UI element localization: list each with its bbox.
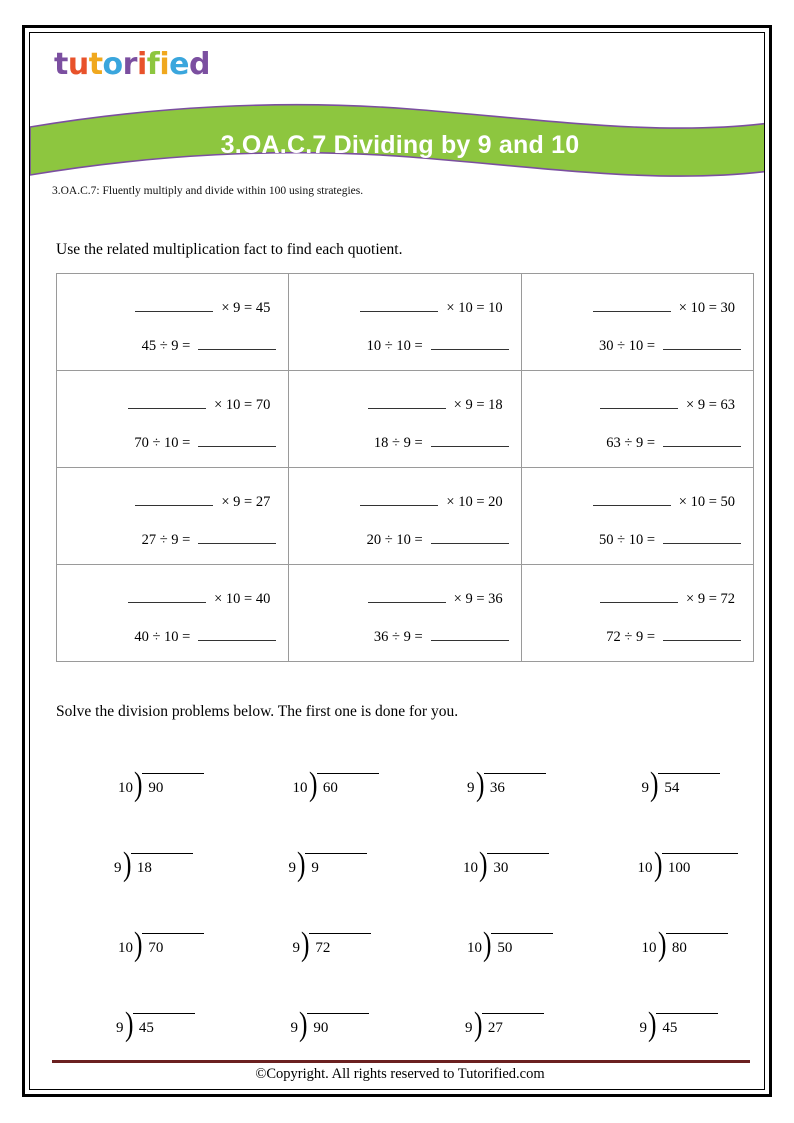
answer-blank-quotient[interactable] <box>431 337 509 350</box>
divisor: 9 <box>292 940 300 956</box>
table-row <box>57 565 754 662</box>
footer-copyright: ©Copyright. All rights reserved to Tutorified.com <box>255 1066 545 1082</box>
long-division-row <box>56 828 754 908</box>
division-expression: 27 ÷ 9 = <box>141 532 191 548</box>
multiplication-expression: × 10 = 30 <box>678 300 735 316</box>
long-division-problem[interactable] <box>56 988 231 1068</box>
multiplication-prompt <box>135 493 270 511</box>
answer-blank-factor[interactable] <box>135 493 213 506</box>
multiplication-prompt <box>128 590 270 608</box>
multiplication-prompt <box>593 299 735 317</box>
divisor: 9 <box>290 1020 298 1036</box>
division-bracket-icon: ) <box>309 770 320 800</box>
multiplication-expression: × 10 = 10 <box>446 300 503 316</box>
division-expression: 70 ÷ 10 = <box>134 435 191 451</box>
dividend: 72 <box>315 940 331 956</box>
table-row <box>57 371 754 468</box>
answer-blank-quotient[interactable] <box>663 628 741 641</box>
fact-cell <box>289 565 521 662</box>
division-bracket-icon: ) <box>301 930 312 960</box>
standard-description: 3.OA.C.7: Fluently multiply and divide within 100 using strategies. <box>52 185 364 197</box>
footer-divider <box>52 1060 750 1063</box>
multiplication-prompt <box>135 299 270 317</box>
multiplication-prompt <box>368 396 503 414</box>
multiplication-expression: × 9 = 18 <box>453 397 503 413</box>
answer-blank-factor[interactable] <box>368 590 446 603</box>
fact-cell <box>521 565 753 662</box>
divisor: 10 <box>641 940 657 956</box>
logo-letter: d <box>188 47 210 82</box>
division-prompt <box>142 337 277 355</box>
tutorified-logo <box>54 47 210 82</box>
multiplication-prompt <box>360 493 502 511</box>
multiplication-prompt <box>368 590 503 608</box>
answer-blank-quotient[interactable] <box>431 628 509 641</box>
dividend: 54 <box>664 780 680 796</box>
long-division-problem[interactable] <box>580 748 755 828</box>
fact-cell <box>521 274 753 371</box>
division-expression: 36 ÷ 9 = <box>373 629 423 645</box>
long-division-problem[interactable] <box>56 748 231 828</box>
long-division-problem[interactable] <box>405 988 580 1068</box>
divisor: 9 <box>288 860 296 876</box>
divisor: 10 <box>118 780 133 796</box>
instructions-part-1: Use the related multiplication fact to find each quotient. <box>56 241 403 258</box>
division-expression: 10 ÷ 10 = <box>366 338 423 354</box>
answer-blank-quotient[interactable] <box>663 337 741 350</box>
division-expression: 20 ÷ 10 = <box>366 532 423 548</box>
dividend: 18 <box>136 860 152 876</box>
division-prompt <box>599 337 741 355</box>
division-prompt <box>134 628 276 646</box>
division-bracket-icon: ) <box>479 850 490 880</box>
long-division-problem[interactable] <box>231 988 406 1068</box>
table-row <box>57 468 754 565</box>
long-division-problem[interactable] <box>56 908 231 988</box>
answer-blank-quotient[interactable] <box>198 628 276 641</box>
fact-cell <box>57 274 289 371</box>
answer-blank-factor[interactable] <box>360 299 438 312</box>
fact-cell <box>289 274 521 371</box>
multiplication-expression: × 10 = 40 <box>214 591 271 607</box>
logo-letter: t <box>54 47 68 82</box>
fact-cell <box>289 371 521 468</box>
multiplication-fact-table <box>56 273 754 662</box>
multiplication-prompt <box>360 299 502 317</box>
division-expression: 18 ÷ 9 = <box>373 435 423 451</box>
table-row <box>57 274 754 371</box>
logo-letter: t <box>88 47 103 82</box>
dividend: 70 <box>148 940 164 956</box>
divisor: 9 <box>639 1020 647 1036</box>
answer-blank-quotient[interactable] <box>198 337 276 350</box>
divisor: 10 <box>467 940 482 956</box>
logo-letter: r <box>122 47 137 82</box>
divisor: 10 <box>637 860 653 876</box>
dividend: 45 <box>138 1020 154 1036</box>
multiplication-expression: × 9 = 63 <box>686 397 735 413</box>
divisor: 9 <box>116 1020 124 1036</box>
long-division-problem[interactable] <box>580 988 755 1068</box>
divisor: 9 <box>465 1020 473 1036</box>
long-division-problem[interactable] <box>56 828 231 908</box>
answer-blank-quotient[interactable] <box>431 434 509 447</box>
multiplication-prompt <box>600 396 735 414</box>
logo-letter: i <box>159 47 170 82</box>
long-division-problem[interactable] <box>405 748 580 828</box>
logo-letter: e <box>169 47 189 82</box>
division-bracket-icon: ) <box>483 930 494 960</box>
division-bracket-icon: ) <box>297 850 308 880</box>
dividend: 60 <box>322 780 338 796</box>
division-bracket-icon: ) <box>474 1010 485 1040</box>
logo-letter: o <box>102 47 123 82</box>
multiplication-prompt <box>600 590 735 608</box>
fact-cell <box>57 371 289 468</box>
long-division-problem[interactable] <box>231 908 406 988</box>
dividend: 90 <box>148 780 164 796</box>
fact-cell <box>521 468 753 565</box>
answer-blank-factor[interactable] <box>600 590 678 603</box>
division-bracket-icon: ) <box>650 770 661 800</box>
division-prompt <box>606 434 741 452</box>
division-bracket-icon: ) <box>476 770 487 800</box>
division-bracket-icon: ) <box>299 1010 310 1040</box>
dividend: 50 <box>497 940 513 956</box>
multiplication-expression: × 10 = 20 <box>446 494 503 510</box>
worksheet-page <box>22 25 772 1097</box>
logo-letter: f <box>146 47 160 82</box>
division-expression: 63 ÷ 9 = <box>606 435 655 451</box>
dividend: 27 <box>487 1020 503 1036</box>
answer-blank-factor[interactable] <box>600 396 678 409</box>
division-bracket-icon: ) <box>134 930 145 960</box>
answer-blank-quotient[interactable] <box>663 434 741 447</box>
division-prompt <box>374 628 509 646</box>
logo-letter: i <box>136 47 147 82</box>
division-prompt <box>134 434 276 452</box>
division-bracket-icon: ) <box>123 850 134 880</box>
long-division-grid <box>56 748 754 1068</box>
multiplication-expression: × 10 = 50 <box>678 494 735 510</box>
long-division-problem[interactable] <box>231 828 406 908</box>
multiplication-expression: × 9 = 27 <box>221 494 271 510</box>
dividend: 9 <box>311 860 319 876</box>
logo-letter: u <box>67 47 89 82</box>
answer-blank-factor[interactable] <box>128 590 206 603</box>
dividend: 36 <box>489 780 505 796</box>
answer-blank-quotient[interactable] <box>198 434 276 447</box>
multiplication-expression: × 9 = 45 <box>221 300 271 316</box>
multiplication-expression: × 9 = 36 <box>453 591 503 607</box>
division-prompt <box>367 531 509 549</box>
answer-blank-factor[interactable] <box>368 396 446 409</box>
divisor: 9 <box>467 780 475 796</box>
long-division-row <box>56 748 754 828</box>
fact-cell <box>57 468 289 565</box>
divisor: 10 <box>463 860 478 876</box>
multiplication-expression: × 10 = 70 <box>214 397 271 413</box>
division-expression: 30 ÷ 10 = <box>598 338 655 354</box>
division-expression: 40 ÷ 10 = <box>134 629 191 645</box>
long-division-problem[interactable] <box>231 748 406 828</box>
divisor: 10 <box>292 780 308 796</box>
divisor: 9 <box>114 860 122 876</box>
worksheet-inner-border <box>29 32 765 1090</box>
long-division-row <box>56 908 754 988</box>
dividend: 45 <box>662 1020 678 1036</box>
division-prompt <box>142 531 277 549</box>
long-division-problem[interactable] <box>405 828 580 908</box>
answer-blank-factor[interactable] <box>135 299 213 312</box>
division-bracket-icon: ) <box>658 930 669 960</box>
fact-cell <box>57 565 289 662</box>
division-expression: 72 ÷ 9 = <box>606 629 655 645</box>
answer-blank-quotient[interactable] <box>663 531 741 544</box>
answer-blank-factor[interactable] <box>128 396 206 409</box>
division-bracket-icon: ) <box>125 1010 136 1040</box>
multiplication-prompt <box>128 396 270 414</box>
division-bracket-icon: ) <box>134 770 145 800</box>
long-division-problem[interactable] <box>580 828 755 908</box>
division-expression: 45 ÷ 9 = <box>141 338 191 354</box>
dividend: 90 <box>313 1020 329 1036</box>
division-bracket-icon: ) <box>648 1010 659 1040</box>
fact-cell <box>521 371 753 468</box>
instructions-part-2: Solve the division problems below. The first one is done for you. <box>56 703 459 720</box>
fact-cell <box>289 468 521 565</box>
division-bracket-icon: ) <box>654 850 665 880</box>
division-prompt <box>599 531 741 549</box>
multiplication-prompt <box>593 493 735 511</box>
division-expression: 50 ÷ 10 = <box>598 532 655 548</box>
page-title: 3.OA.C.7 Dividing by 9 and 10 <box>220 131 580 159</box>
division-prompt <box>367 337 509 355</box>
dividend: 30 <box>493 860 509 876</box>
divisor: 9 <box>641 780 649 796</box>
divisor: 10 <box>118 940 133 956</box>
answer-blank-quotient[interactable] <box>198 531 276 544</box>
dividend: 100 <box>667 860 691 876</box>
answer-blank-quotient[interactable] <box>431 531 509 544</box>
division-prompt <box>606 628 741 646</box>
answer-blank-factor[interactable] <box>593 299 671 312</box>
long-division-row <box>56 988 754 1068</box>
answer-blank-factor[interactable] <box>360 493 438 506</box>
answer-blank-factor[interactable] <box>593 493 671 506</box>
division-prompt <box>374 434 509 452</box>
long-division-problem[interactable] <box>405 908 580 988</box>
multiplication-expression: × 9 = 72 <box>686 591 735 607</box>
long-division-problem[interactable] <box>580 908 755 988</box>
dividend: 80 <box>671 940 687 956</box>
